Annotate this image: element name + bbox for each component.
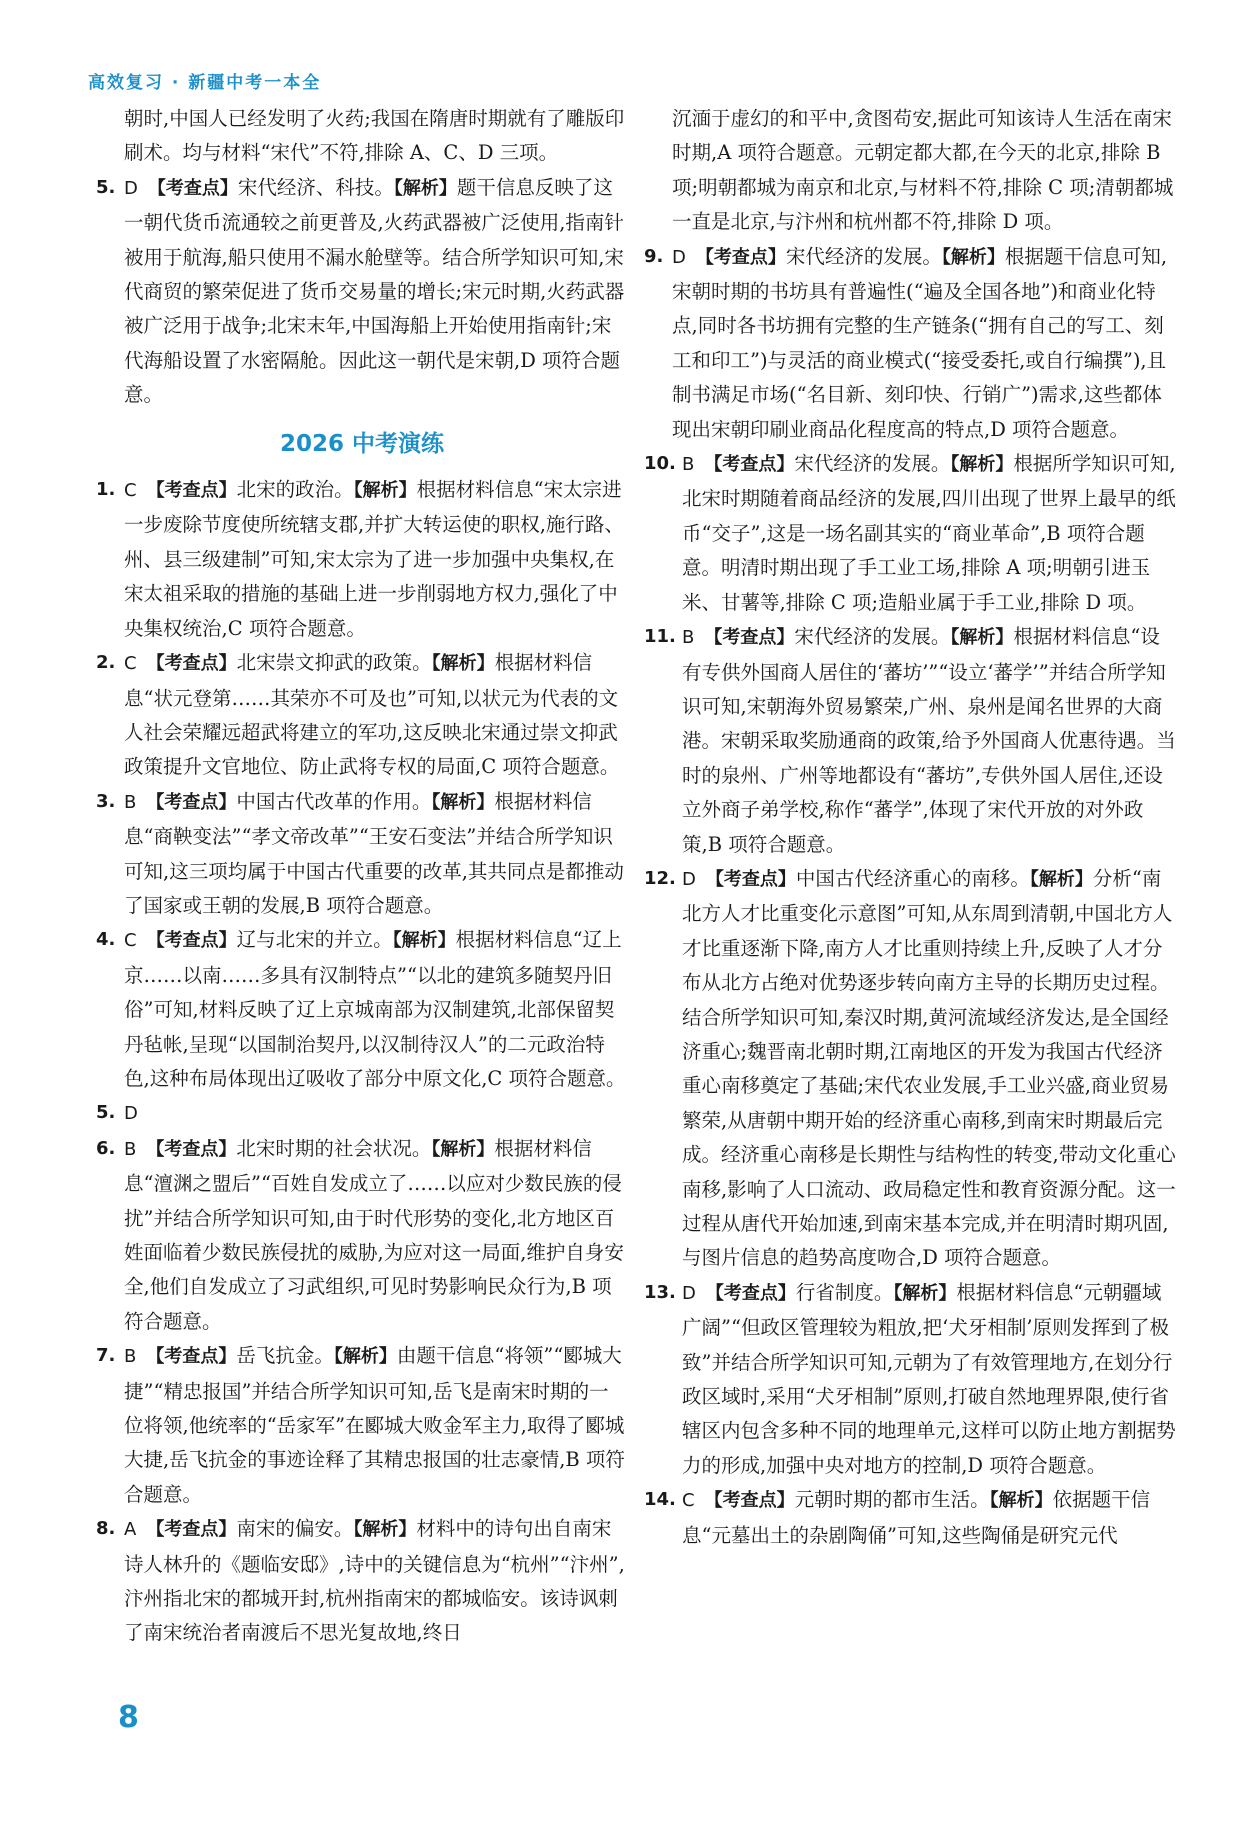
answer-letter: B bbox=[124, 1346, 137, 1368]
analysis-text: 根据题干信息可知,宋朝时期的书坊具有普遍性(“遍及全国各地”)和商业化特点,同时各书坊拥有完整的生产链条(“拥有自己的写工、刻工和印工”)与灵活的商业模式(“接受委托,或自行编撰”),且制书满足市场(“名目新、刻印快、行销广”)需求,这些都体现出宋朝印刷业商品化程度高的特点,D 项符合题意。 bbox=[672, 244, 1168, 441]
answer-item bbox=[644, 862, 1176, 1276]
point-label: 【考查点】 bbox=[146, 930, 237, 952]
analysis-label: 【解析】 bbox=[989, 1490, 1053, 1512]
point-label: 【考查点】 bbox=[146, 653, 237, 675]
point-text: 宋代经济的发展。 bbox=[794, 452, 951, 476]
analysis-label: 【解析】 bbox=[431, 653, 495, 675]
item-number: 3. bbox=[96, 790, 116, 812]
point-label: 【考查点】 bbox=[705, 868, 796, 890]
point-text: 元朝时期的都市生活。 bbox=[794, 1488, 990, 1512]
analysis-text: 根据材料信息“宋太宗进一步废除节度使所统辖支郡,并扩大转运使的职权,施行路、州、县三级建制”可知,宋太宗为了进一步加强中央集权,在宋太祖采取的措施的基础上进一步削弱地方权力,强化了中央集权统治,C 项符合题意。 bbox=[124, 478, 624, 640]
analysis-label: 【解析】 bbox=[353, 480, 417, 502]
item-number: 14. bbox=[644, 1489, 676, 1511]
answer-item bbox=[96, 1339, 628, 1512]
analysis-label: 【解析】 bbox=[950, 454, 1014, 476]
point-label: 【考查点】 bbox=[704, 454, 795, 476]
answer-letter: C bbox=[124, 653, 137, 675]
answer-item bbox=[96, 785, 628, 924]
answer-item bbox=[644, 1483, 1176, 1553]
section-title: 2026 中考演练 bbox=[279, 430, 445, 457]
point-text: 岳飞抗金。 bbox=[236, 1344, 334, 1368]
analysis-text: 根据材料信息“设有专供外国商人居住的‘蕃坊’”“设立‘蕃学’”并结合所学知识可知,宋朝海外贸易繁荣,广州、泉州是闻名世界的大商港。宋朝采取奖励通商的政策,给予外国商人优惠待遇。当时的泉州、广州等地都设有“蕃坊”,专供外国人居住,还设立外商子弟学校,称作“蕃学”,体现了宋代开放的对外政策,B 项符合题意。 bbox=[682, 625, 1176, 856]
answer-letter: B bbox=[682, 454, 695, 476]
point-label: 【考查点】 bbox=[147, 177, 238, 199]
analysis-text: 根据材料信息“元朝疆域广阔”“但政区管理较为粗放,把‘犬牙相制’原则发挥到了极致”并结合所学知识可知,元朝为了有效管理地方,在划分行政区域时,采用“犬牙相制”原则,打破自然地理界限,使行省辖区内包含多种不同的地理单元,这样可以防止地方割据势力的形成,加强中央对地方的控制,D 项符合题意。 bbox=[682, 1280, 1176, 1477]
item-number: 11. bbox=[644, 626, 676, 648]
point-label: 【考查点】 bbox=[146, 791, 237, 813]
analysis-text: 根据材料信息“状元登第……其荣亦不可及也”可知,以状元为代表的文人社会荣耀远超武将建立的军功,这反映北宋通过崇文抑武政策提升文官地位、防止武将专权的局面,C 项符合题意。 bbox=[124, 651, 620, 779]
running-header: 高效复习 · 新疆中考一本全 bbox=[88, 73, 322, 93]
point-label: 【考查点】 bbox=[695, 246, 786, 268]
item-number: 10. bbox=[644, 453, 676, 475]
page-number: 8 bbox=[118, 1700, 139, 1735]
point-label: 【考查点】 bbox=[146, 1138, 237, 1160]
point-text: 宋代经济的发展。 bbox=[794, 625, 951, 649]
point-text: 北宋崇文抑武的政策。 bbox=[236, 651, 432, 675]
item-number: 12. bbox=[644, 867, 676, 889]
point-text: 南宋的偏安。 bbox=[236, 1517, 354, 1541]
answer-letter: D bbox=[124, 1103, 138, 1125]
answer-item bbox=[96, 1096, 628, 1131]
analysis-text: 根据材料信息“商鞅变法”“孝文帝改革”“王安石变法”并结合所学知识可知,这三项均属于中国古代重要的改革,其共同点是都推动了国家或王朝的发展,B 项符合题意。 bbox=[124, 789, 624, 917]
point-label: 【考查点】 bbox=[704, 627, 795, 649]
answer-letter: B bbox=[124, 791, 137, 813]
left-column bbox=[96, 102, 628, 1651]
analysis-text: 根据所学知识可知,北宋时期随着商品经济的发展,四川出现了世界上最早的纸币“交子”,这是一场名副其实的“商业革命”,B 项符合题意。明清时期出现了手工业工场,排除 A 项;明朝引进玉米、甘薯等,排除 C 项;造船业属于手工业,排除 D 项。 bbox=[682, 452, 1176, 614]
analysis-text: 依据题干信息“元墓出土的杂剧陶俑”可知,这些陶俑是研究元代 bbox=[682, 1488, 1151, 1547]
answer-item bbox=[96, 171, 628, 413]
point-label: 【考查点】 bbox=[704, 1490, 795, 1512]
analysis-text: 根据材料信息“辽上京……以南……多具有汉制特点”“以北的建筑多随契丹旧俗”可知,材料反映了辽上京城南部为汉制建筑,北部保留契丹毡帐,呈现“以国制治契丹,以汉制待汉人”的二元政治特色,这种布局体现出辽吸收了部分中原文化,C 项符合题意。 bbox=[124, 928, 626, 1090]
analysis-label: 【解析】 bbox=[393, 177, 457, 199]
analysis-label: 【解析】 bbox=[431, 1138, 495, 1160]
answer-letter: D bbox=[682, 1282, 696, 1304]
analysis-text: 材料中的诗句出自南宋诗人林升的《题临安邸》,诗中的关键信息为“杭州”“汴州”,汴州指北宋的都城开封,杭州指南宋的都城临安。该诗讽刺了南宋统治者南渡后不思光复故地,终日 bbox=[124, 1517, 625, 1645]
item-number: 6. bbox=[96, 1137, 116, 1159]
answer-item bbox=[644, 447, 1176, 620]
answer-letter: D bbox=[124, 177, 138, 199]
answer-letter: B bbox=[682, 627, 695, 649]
point-text: 北宋时期的社会状况。 bbox=[236, 1136, 432, 1160]
point-text: 中国古代改革的作用。 bbox=[236, 789, 432, 813]
answer-item bbox=[644, 240, 1176, 447]
answer-letter: C bbox=[682, 1490, 695, 1512]
item-number: 8. bbox=[96, 1518, 116, 1540]
answer-letter: A bbox=[124, 1519, 137, 1541]
analysis-text: 分析“南北方人才比重变化示意图”可知,从东周到清朝,中国北方人才比重逐渐下降,南方人才比重则持续上升,反映了人才分布从北方占绝对优势逐步转向南方主导的长期历史过程。结合所学知识可知,秦汉时期,黄河流域经济发达,是全国经济重心;魏晋南北朝时期,江南地区的开发为我国古代经济重心南移奠定了基础;宋代农业发展,手工业兴盛,商业贸易繁荣,从唐朝中期开始的经济重心南移,到南宋时期最后完成。经济重心南移是长期性与结构性的转变,带动文化重心南移,影响了人口流动、政局稳定性和教育资源分配。这一过程从唐代开始加速,到南宋基本完成,并在明清时期巩固,与图片信息的趋势高度吻合,D 项符合题意。 bbox=[682, 866, 1176, 1270]
point-text: 北宋的政治。 bbox=[236, 478, 354, 502]
answer-item bbox=[96, 1512, 628, 1651]
point-label: 【考查点】 bbox=[146, 480, 237, 502]
analysis-label: 【解析】 bbox=[431, 791, 495, 813]
item-number: 5. bbox=[96, 1102, 116, 1124]
answer-letter: D bbox=[672, 246, 686, 268]
analysis-text: 题干信息反映了这一朝代货币流通较之前更普及,火药武器被广泛使用,指南针被用于航海,船只使用不漏水舱壁等。结合所学知识可知,宋代商贸的繁荣促进了货币交易量的增长;宋元时期,火药武器被广泛用于战争;北宋末年,中国海船上开始使用指南针;宋代海船设置了水密隔舱。因此这一朝代是宋朝,D 项符合题意。 bbox=[124, 175, 625, 407]
point-label: 【考查点】 bbox=[146, 1346, 237, 1368]
analysis-label: 【解析】 bbox=[941, 246, 1005, 268]
point-text: 宋代经济、科技。 bbox=[237, 175, 394, 199]
analysis-text: 根据材料信息“澶渊之盟后”“百姓自发成立了……以应对少数民族的侵扰”并结合所学知识可知,由于时代形势的变化,北方地区百姓面临着少数民族侵扰的威胁,为应对这一局面,维护自身安全,他们自发成立了习武组织,可见时势影响民众行为,B 项符合题意。 bbox=[124, 1136, 624, 1333]
answer-letter: D bbox=[682, 868, 696, 890]
answer-letter: C bbox=[124, 480, 137, 502]
analysis-label: 【解析】 bbox=[392, 930, 456, 952]
answer-item bbox=[96, 923, 628, 1096]
item-number: 9. bbox=[644, 245, 664, 267]
analysis-label: 【解析】 bbox=[1029, 868, 1093, 890]
point-text: 行省制度。 bbox=[795, 1280, 894, 1304]
carryover-paragraph: 朝时,中国人已经发明了火药;我国在隋唐时期就有了雕版印刷术。均与材料“宋代”不符,排除 A、C、D 三项。 bbox=[124, 107, 625, 165]
carryover-paragraph: 沉湎于虚幻的和平中,贪图苟安,据此可知该诗人生活在南宋时期,A 项符合题意。元朝定都大都,在今天的北京,排除 B 项;明朝都城为南京和北京,与材料不符,排除 C 项;清朝都城一直是北京,与汴州和杭州都不符,排除 D 项。 bbox=[672, 107, 1174, 234]
answer-item bbox=[644, 1276, 1176, 1483]
answer-item bbox=[644, 620, 1176, 862]
analysis-label: 【解析】 bbox=[950, 627, 1014, 649]
item-number: 2. bbox=[96, 652, 116, 674]
answer-item bbox=[96, 473, 628, 646]
answer-letter: B bbox=[124, 1138, 137, 1160]
analysis-label: 【解析】 bbox=[893, 1282, 957, 1304]
point-label: 【考查点】 bbox=[146, 1519, 237, 1541]
right-column bbox=[644, 102, 1176, 1553]
item-number: 7. bbox=[96, 1345, 116, 1367]
item-number: 1. bbox=[96, 479, 116, 501]
item-number: 4. bbox=[96, 929, 116, 951]
analysis-label: 【解析】 bbox=[353, 1519, 417, 1541]
analysis-text: 由题干信息“将领”“郾城大捷”“精忠报国”并结合所学知识可知,岳飞是南宋时期的一位将领,他统率的“岳家军”在郾城大败金军主力,取得了郾城大捷,岳飞抗金的事迹诠释了其精忠报国的壮志豪情,B 项符合题意。 bbox=[124, 1344, 625, 1506]
answer-item bbox=[96, 1132, 628, 1339]
point-text: 辽与北宋的并立。 bbox=[236, 928, 393, 952]
point-text: 宋代经济的发展。 bbox=[785, 244, 942, 268]
analysis-label: 【解析】 bbox=[333, 1346, 397, 1368]
answer-letter: C bbox=[124, 930, 137, 952]
answer-item bbox=[96, 646, 628, 785]
item-number: 13. bbox=[644, 1281, 676, 1303]
item-number: 5. bbox=[96, 176, 116, 198]
point-text: 中国古代经济重心的南移。 bbox=[795, 866, 1030, 890]
point-label: 【考查点】 bbox=[705, 1282, 796, 1304]
